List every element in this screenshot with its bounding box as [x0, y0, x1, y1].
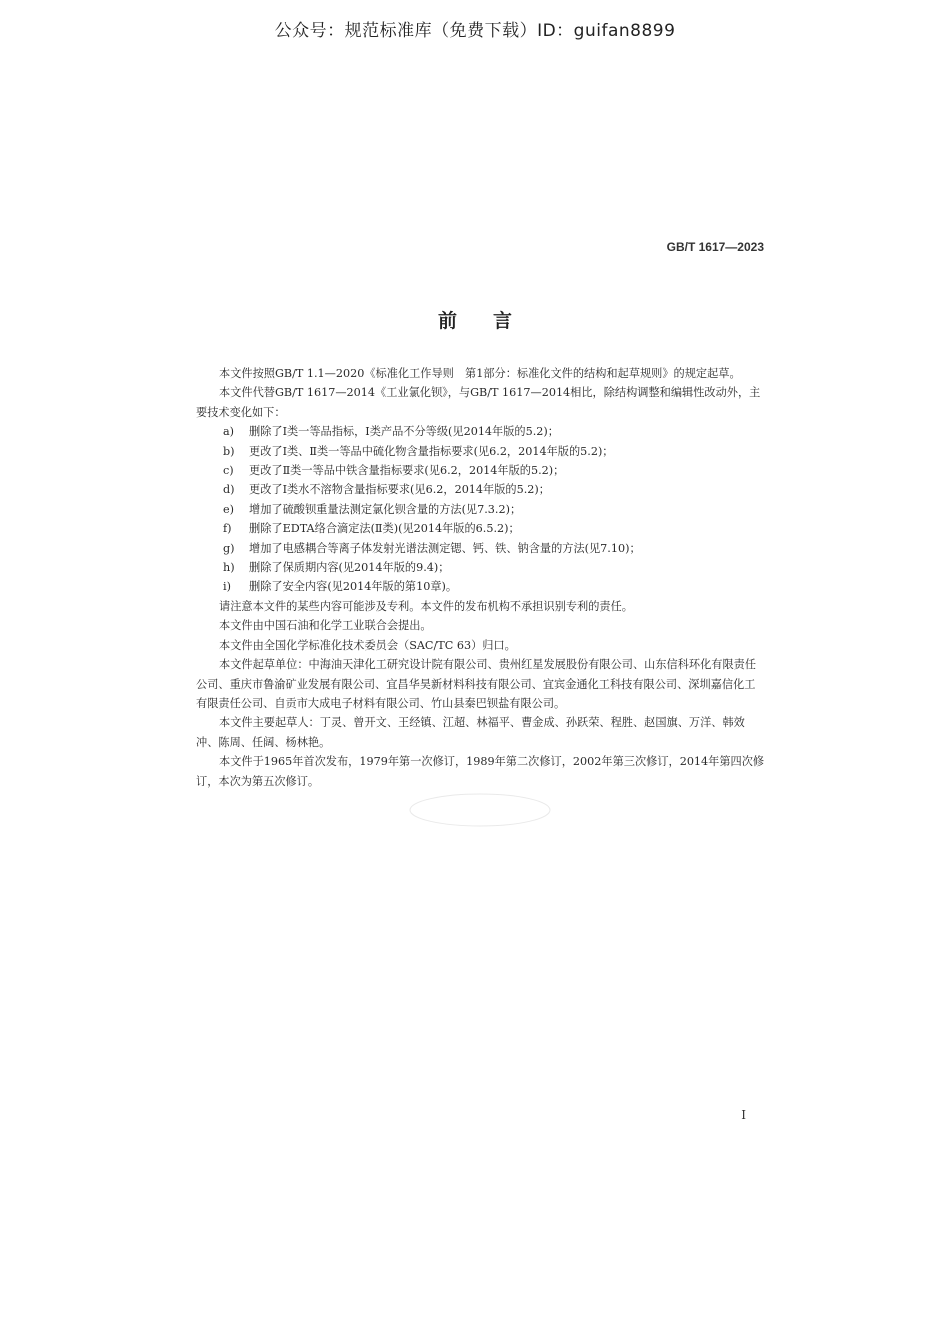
list-item: [196, 519, 766, 538]
paragraph-drafting-rules: 本文件按照GB/T 1.1—2020《标准化工作导则 第1部分：标准化文件的结构和起草规则》的规定起草。: [219, 367, 741, 380]
list-text: 删除了保质期内容(见2014年版的9.4)；: [249, 561, 450, 575]
list-text: 更改了Ⅰ类、Ⅱ类一等品中硫化物含量指标要求(见6.2，2014年版的5.2)；: [249, 444, 614, 458]
paragraph-proposer: 本文件由中国石油和化学工业联合会提出。: [219, 619, 432, 633]
paragraph-patent-notice: 请注意本文件的某些内容可能涉及专利。本文件的发布机构不承担识别专利的责任。: [219, 599, 633, 613]
paragraph-drafters: 本文件主要起草人：丁灵、曾开文、王经镇、江超、林福平、曹金成、孙跃荣、程胜、赵国旗、万洋、韩效冲、陈周、任阔、杨林艳。: [196, 716, 745, 749]
list-mark: e): [223, 502, 234, 516]
list-item: [196, 577, 766, 596]
standard-code: GB/T 1617—2023: [666, 240, 764, 254]
list-mark: f): [223, 522, 232, 536]
stamp-watermark: [405, 790, 555, 830]
list-text: 增加了硫酸钡重量法测定氯化钡含量的方法(见7.3.2)；: [249, 502, 522, 516]
list-item: [196, 480, 766, 499]
list-text: 更改了Ⅰ类水不溶物含量指标要求(见6.2，2014年版的5.2)；: [249, 483, 550, 497]
list-text: 删除了安全内容(见2014年版的第10章)。: [249, 580, 458, 594]
list-item: [196, 422, 766, 441]
list-item: [196, 539, 766, 558]
paragraph-drafting-units: 本文件起草单位：中海油天津化工研究设计院有限公司、贵州红星发展股份有限公司、山东信科环化有限责任公司、重庆市鲁渝矿业发展有限公司、宜昌华昊新材料科技有限公司、宜宾金通化工科技有限公司、深圳嘉信化工有限责任公司、自贡市大成电子材料有限公司、竹山县秦巴钡盐有限公司。: [196, 658, 757, 710]
list-mark: a): [223, 425, 235, 439]
list-mark: h): [223, 561, 235, 575]
paragraph-history: 本文件于1965年首次发布，1979年第一次修订，1989年第二次修订，2002年第三次修订，2014年第四次修订，本次为第五次修订。: [196, 755, 765, 788]
list-mark: i): [223, 580, 231, 594]
list-text: 增加了电感耦合等离子体发射光谱法测定锶、钙、铁、钠含量的方法(见7.10)；: [249, 541, 641, 555]
list-item: [196, 461, 766, 480]
list-text: 删除了EDTA络合滴定法(Ⅱ类)(见2014年版的6.5.2)；: [249, 522, 520, 536]
watermark-header: 公众号：规范标准库（免费下载）ID：guifan8899: [274, 21, 676, 41]
list-mark: g): [223, 541, 235, 555]
list-text: 更改了Ⅱ类一等品中铁含量指标要求(见6.2，2014年版的5.2)；: [249, 464, 565, 478]
list-text: 删除了Ⅰ类一等品指标，Ⅰ类产品不分等级(见2014年版的5.2)；: [249, 425, 559, 439]
list-mark: c): [223, 464, 234, 478]
list-item: [196, 558, 766, 577]
page-title: 前言: [437, 310, 548, 332]
list-mark: d): [223, 483, 235, 497]
list-item: [196, 500, 766, 519]
list-mark: b): [223, 444, 235, 458]
foreword-content: [196, 364, 766, 791]
paragraph-replacement: 本文件代替GB/T 1617—2014《工业氯化钡》，与GB/T 1617—2014相比，除结构调整和编辑性改动外，主要技术变化如下：: [196, 386, 761, 419]
paragraph-committee: 本文件由全国化学标准化技术委员会（SAC/TC 63）归口。: [219, 638, 516, 652]
list-item: [196, 442, 766, 461]
page-number: I: [741, 1108, 746, 1122]
